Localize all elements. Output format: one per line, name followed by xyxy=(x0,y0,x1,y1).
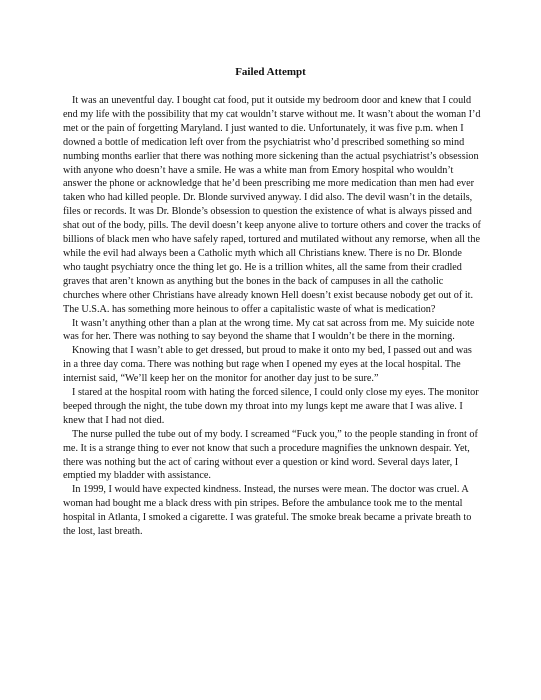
paragraph: The nurse pulled the tube out of my body. I screamed “Fuck you,” to the people standing in front of me. It is a strange thing to ever not know that such a procedure magnifies the unknown despair. Yet, there was nothing but the act of caring without ever a question or kind word. Several days later, I emptied my bladder with assistance. xyxy=(63,428,478,482)
paragraph: It was an uneventful day. I bought cat food, put it outside my bedroom door and knew that I could end my life with the possibility that my cat wouldn’t starve without me. It wasn’t about the woman I’d met or the pain of forgetting Maryland. I just wanted to die. Unfortunately, it was five p.m. when I downed a bottle of medication left over from the psychiatrist who’d prescribed something so mind numbing months earlier that there was nothing more sickening than the actual psychiatrist’s obsession with anyone who doesn’t have a smile. He was a white man from Emory hospital who wouldn’t answer the phone or acknowledge that he’d been prescribing me more medication than men had ever taken who had killed people. Dr. Blonde survived anyway. I did also. The devil wasn’t in the details, files or records. It was Dr. Blonde’s obsession to question the existence of what is always pissed and shat out of the body, pills. The devil doesn’t keep anyone alive to torture others and cover the tracks of billions of black men who have safely raped, tortured and mutilated without any remorse, when all the while the evil had always been a Catholic myth which all Christians knew. There is no Dr. Blonde who taught psychiatry once the thing let go. He is a trillion whites, all the same from their cradled graves that aren’t known as anything but the bones in the back of campuses in all the catholic churches where other Christians have already known Hell doesn’t exist because nobody get out of it. The U.S.A. has something more heinous to offer a capitalistic waste of what is medication? xyxy=(63,95,481,315)
document-body xyxy=(63,94,481,539)
paragraph: Knowing that I wasn’t able to get dressed, but proud to make it onto my bed, I passed out and was in a three day coma. There was nothing but rage when I opened my eyes at the local hospital. The internist said, “We’ll keep her on the monitor for another day just to be sure.” xyxy=(63,345,472,385)
paragraph: I stared at the hospital room with hating the forced silence, I could only close my eyes. The monitor beeped through the night, the tube down my throat into my lungs kept me aware that I was alive. I knew that I had not died. xyxy=(63,387,479,426)
paragraph: It wasn’t anything other than a plan at the wrong time. My cat sat across from me. My suicide note was for her. There was nothing to say beyond the shame that I wouldn’t be there in the morning. xyxy=(63,317,475,343)
document-title: Failed Attempt xyxy=(235,66,306,78)
paragraph: In 1999, I would have expected kindness. Instead, the nurses were mean. The doctor was cruel. A woman had bought me a black dress with pin stripes. Before the ambulance took me to the mental hospital in Atlanta, I smoked a cigarette. I was grateful. The smoke break became a private breath to the lost, last breath. xyxy=(63,484,472,538)
